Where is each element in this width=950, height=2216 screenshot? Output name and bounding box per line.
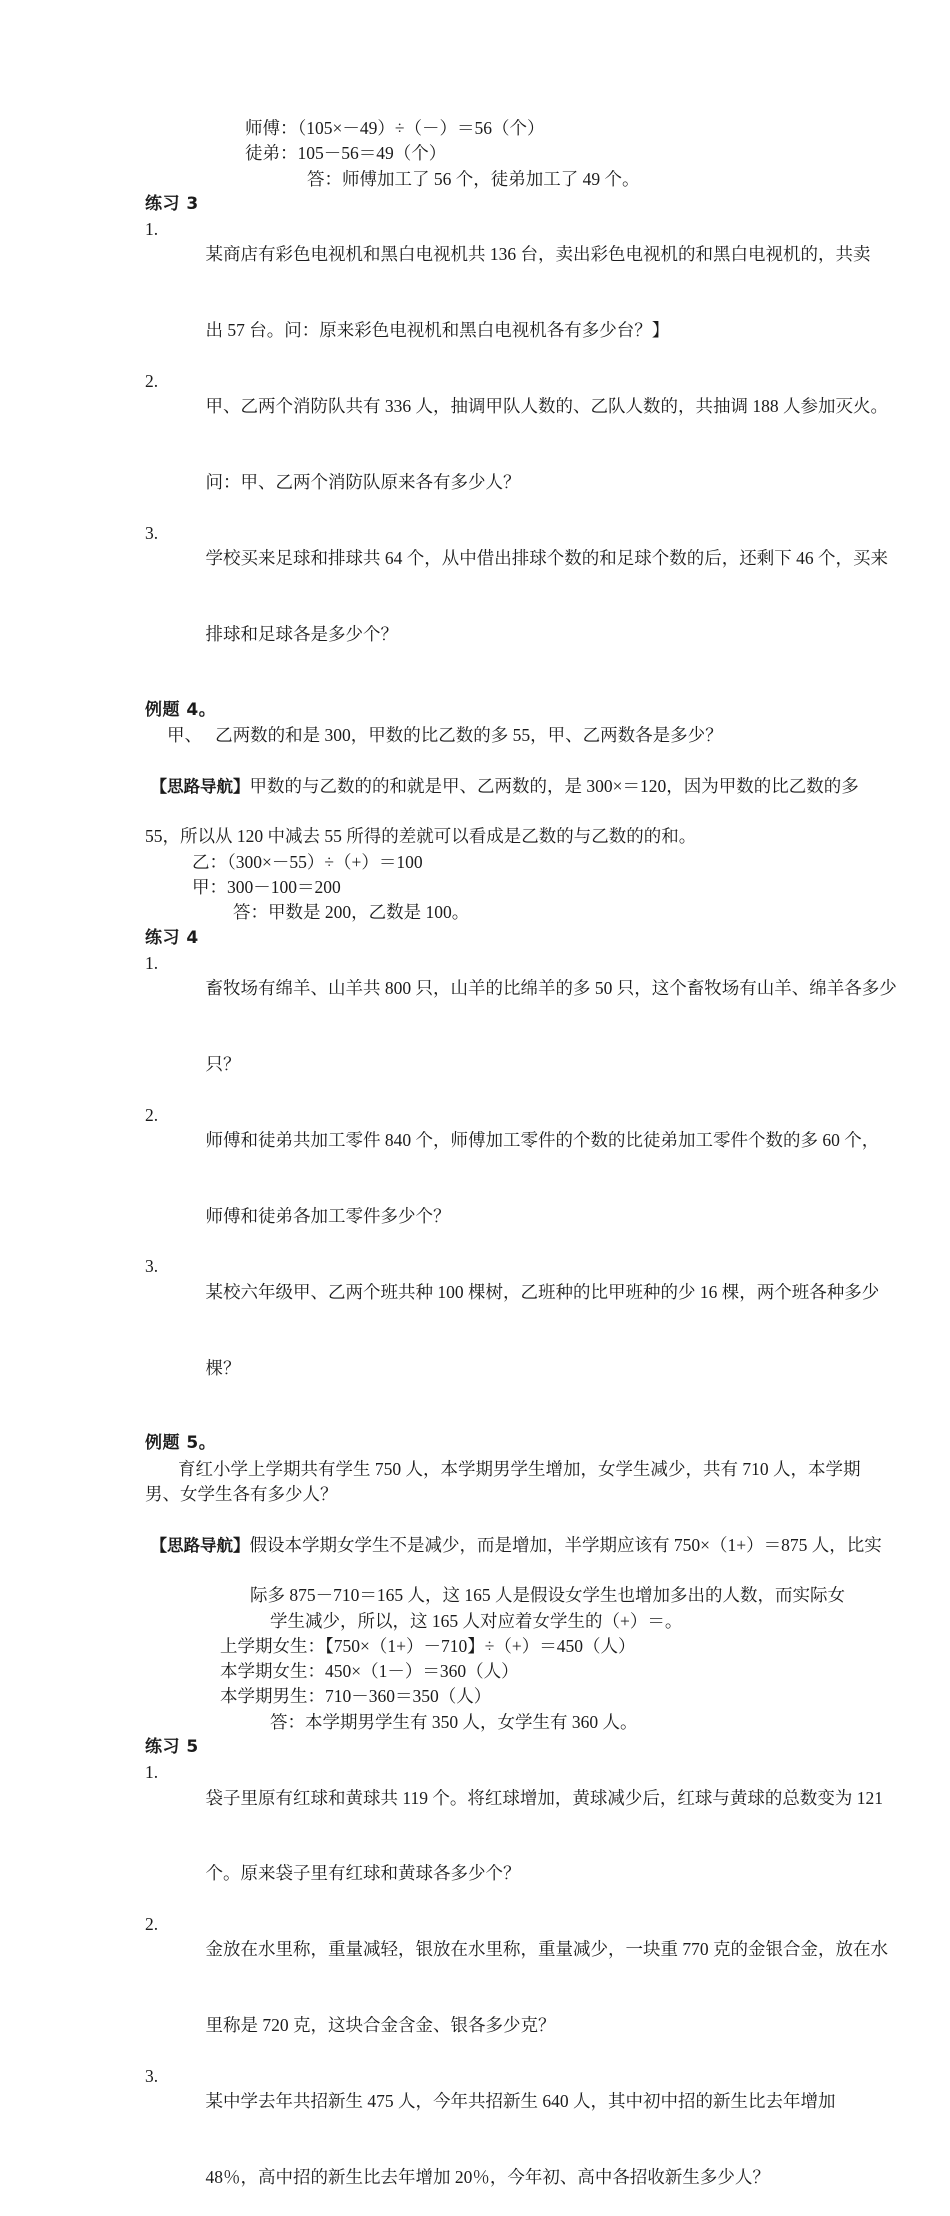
item-text: 排球和足球各是多少个？: [205, 623, 398, 644]
practice3-title: 练习 3: [145, 193, 199, 214]
item-text: 师傅和徒弟各加工零件多少个？: [205, 1205, 451, 1226]
item-text: 甲、乙两个消防队共有 336 人，抽调甲队人数的、乙队人数的，共抽调 188 人参加灭火。: [205, 396, 888, 417]
item-text: 师傅和徒弟共加工零件 840 个，师傅加工零件的个数的比徒弟加工零件个数的多 60 个，: [205, 1129, 880, 1150]
practice5-item-1: [145, 1760, 883, 1836]
document-body: [145, 116, 897, 2216]
item-number: 1.: [145, 952, 159, 973]
practice4-item-1-continuation: [145, 1027, 835, 1103]
practice4-item-2-continuation: [145, 1178, 835, 1254]
blank-line: [145, 1406, 835, 1431]
item-number: 3.: [145, 1256, 159, 1277]
item-text: 金放在水里称，重量减轻，银放在水里称，重量减少，一块重 770 克的金银合金，放在水: [205, 1939, 888, 1960]
practice5-item-3: [145, 2064, 835, 2140]
example5-guide-line-3: 学生减少，所以，这 165 人对应着女学生的（+）＝。: [270, 1610, 683, 1631]
practice5-item-3-continuation: [145, 2140, 835, 2216]
practice4-item-2: [145, 1103, 880, 1179]
guide-label: 【思路导航】: [150, 1535, 250, 1555]
example4-problem: 甲、 乙两数的和是 300，甲数的比乙数的多 55，甲、乙两数各是多少？: [167, 725, 723, 746]
practice3-item-1-continuation: [145, 293, 835, 369]
example5-title: 例题 5。: [145, 1433, 217, 1454]
example4-guide-line-1: [145, 748, 859, 824]
example3-solution-apprentice-line: 徒弟：105－56＝49（个）: [245, 143, 447, 164]
item-text: 出 57 台。问：原来彩色电视机和黑白电视机各有多少台？】: [205, 320, 670, 341]
example5-guide-line-1: [145, 1507, 882, 1583]
example5-problem-line-2: 男、女学生各有多少人？: [145, 1484, 338, 1505]
practice3-item-3: [145, 521, 888, 597]
item-text: 某校六年级甲、乙两个班共种 100 棵树，乙班种的比甲班种的少 16 棵，两个班各种多少: [205, 1281, 880, 1302]
item-number: 2.: [145, 370, 159, 391]
blank-line: [145, 673, 835, 698]
example5-solution-line-2: 本学期女生：450×（1－）＝360（人）: [220, 1661, 519, 1682]
example5-answer-line: 答：本学期男学生有 350 人，女学生有 360 人。: [270, 1711, 638, 1732]
example5-solution-line-1: 上学期女生：【750×（1+）－710】÷（+）＝450（人）: [220, 1635, 636, 1656]
practice4-title: 练习 4: [145, 927, 199, 948]
example4-solution-line-1: 乙：（300×－55）÷（+）＝100: [192, 851, 423, 872]
item-text: 问：甲、乙两个消防队原来各有多少人？: [205, 472, 521, 493]
item-number: 3.: [145, 2065, 159, 2086]
item-text: 某中学去年共招新生 475 人，今年共招新生 640 人，其中初中招的新生比去年增加: [205, 2091, 836, 2112]
example5-guide-line-2: 际多 875－710＝165 人，这 165 人是假设女学生也增加多出的人数，而实际女: [250, 1585, 845, 1606]
practice4-item-3: [145, 1254, 880, 1330]
example4-title: 例题 4。: [145, 699, 217, 720]
practice4-item-1: [145, 951, 897, 1027]
item-text: 袋子里原有红球和黄球共 119 个。将红球增加，黄球减少后，红球与黄球的总数变为 121: [205, 1787, 883, 1808]
practice5-item-2-continuation: [145, 1988, 835, 2064]
practice3-item-2-continuation: [145, 445, 835, 521]
item-number: 1.: [145, 219, 159, 240]
example4-guide-line-2: 55，所以从 120 中减去 55 所得的差就可以看成是乙数的与乙数的的和。: [145, 826, 697, 847]
practice5-item-1-continuation: [145, 1836, 835, 1912]
practice3-item-2: [145, 369, 888, 445]
item-text: 某商店有彩色电视机和黑白电视机共 136 台，卖出彩色电视机的和黑白电视机的，共卖: [205, 244, 871, 265]
item-number: 3.: [145, 522, 159, 543]
item-number: 2.: [145, 1914, 159, 1935]
guide-text: 假设本学期女学生不是减少，而是增加，半学期应该有 750×（1+）＝875 人，比实: [249, 1534, 882, 1555]
item-number: 2.: [145, 1104, 159, 1125]
practice3-item-1: [145, 217, 871, 293]
item-text: 里称是 720 克，这块合金含金、银各多少克？: [205, 2015, 556, 2036]
item-text: 棵？: [205, 1357, 241, 1378]
item-text: 畜牧场有绵羊、山羊共 800 只，山羊的比绵羊的多 50 只，这个畜牧场有山羊、绵羊各多少: [205, 978, 897, 999]
guide-label: 【思路导航】: [150, 776, 250, 796]
item-text: 48％，高中招的新生比去年增加 20％，今年初、高中各招收新生多少人？: [205, 2167, 770, 2188]
example4-solution-line-2: 甲：300－100＝200: [192, 876, 341, 897]
item-text: 学校买来足球和排球共 64 个，从中借出排球个数的和足球个数的后，还剩下 46 个，买来: [205, 548, 888, 569]
practice3-item-3-continuation: [145, 597, 835, 673]
example5-problem-line-1: 育红小学上学期共有学生 750 人，本学期男学生增加，女学生减少，共有 710 人，本学期: [178, 1458, 861, 1479]
practice4-item-3-continuation: [145, 1330, 835, 1406]
item-number: 1.: [145, 1762, 159, 1783]
item-text: 只？: [205, 1053, 241, 1074]
example4-answer-line: 答：甲数是 200，乙数是 100。: [233, 902, 470, 923]
guide-text: 甲数的与乙数的的和就是甲、乙两数的，是 300×＝120，因为甲数的比乙数的多: [249, 775, 859, 796]
practice5-title: 练习 5: [145, 1737, 199, 1757]
example5-solution-line-3: 本学期男生：710－360＝350（人）: [220, 1686, 492, 1707]
example3-answer-line: 答：师傅加工了 56 个，徒弟加工了 49 个。: [307, 168, 640, 189]
item-text: 个。原来袋子里有红球和黄球各多少个？: [205, 1863, 521, 1884]
example3-solution-master-line: 师傅：（105×－49）÷（－）＝56（个）: [245, 118, 545, 138]
practice5-item-2: [145, 1912, 888, 1988]
